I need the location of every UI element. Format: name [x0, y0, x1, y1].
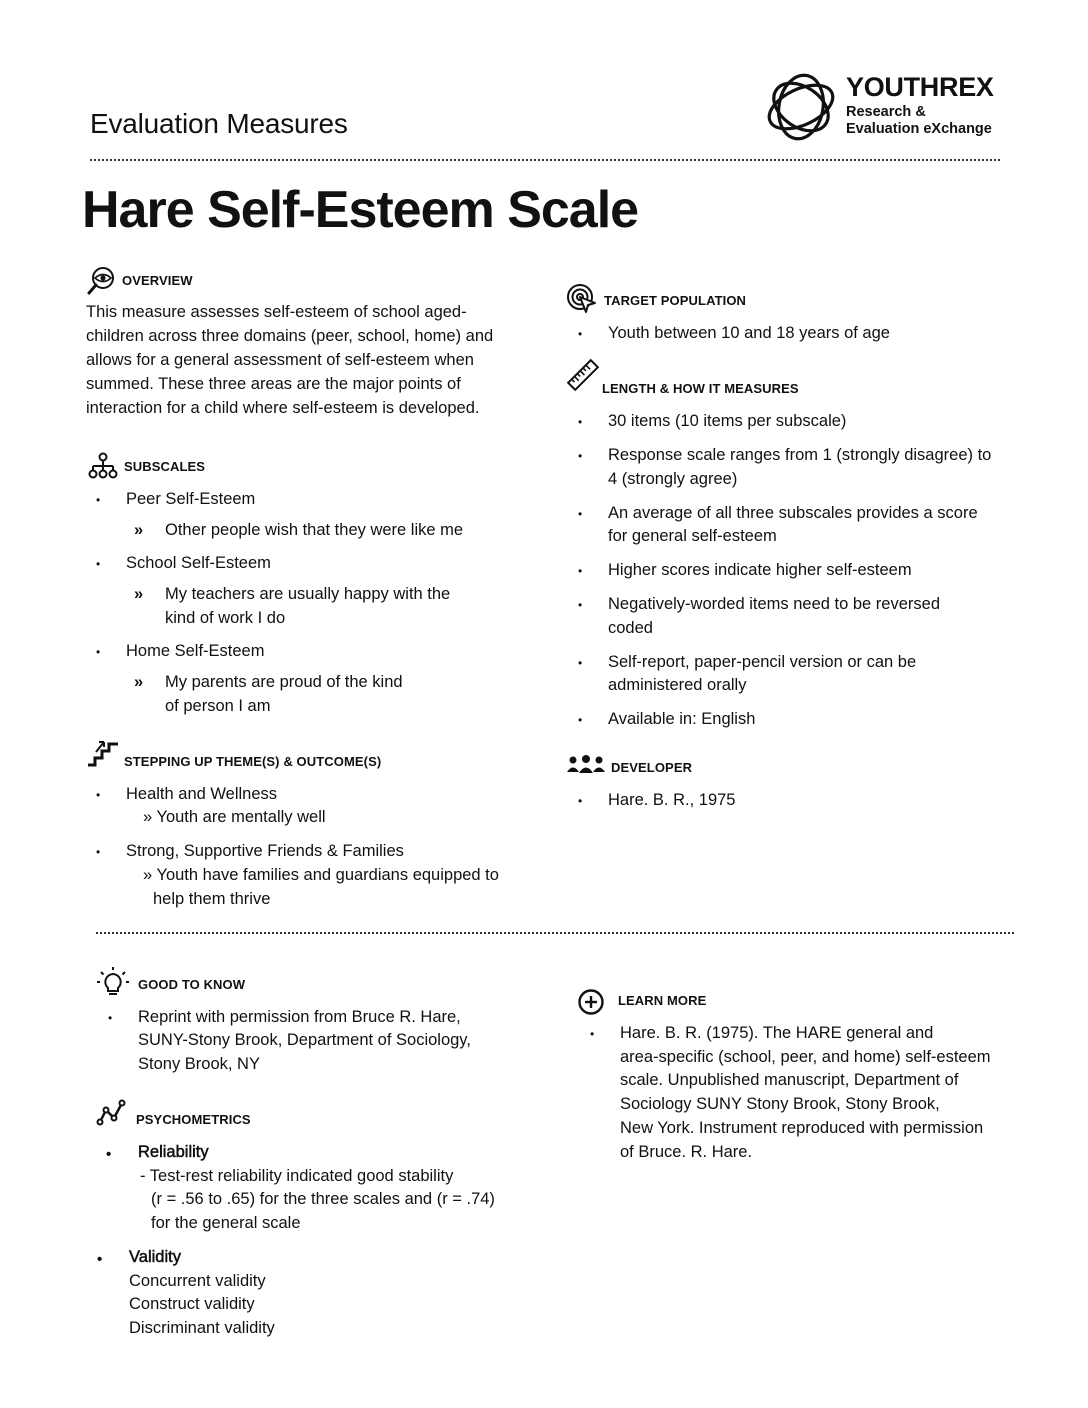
length-heading: LENGTH & HOW IT MEASURES	[602, 381, 799, 396]
subscales-heading: SUBSCALES	[124, 459, 206, 474]
plus-circle-icon	[577, 988, 605, 1016]
length-item: Available in: English	[608, 710, 756, 728]
youthrex-logo-icon	[762, 70, 840, 144]
good-to-know-line: Reprint with permission from Bruce R. Hare,	[138, 1008, 461, 1026]
stairs-icon	[86, 738, 120, 768]
magnifier-eye-icon	[86, 266, 116, 296]
theme-item: Strong, Supportive Friends & Families	[126, 842, 404, 860]
section-divider	[96, 932, 1014, 934]
bullet: •	[590, 1027, 595, 1041]
outcome-item: » Youth have families and guardians equipped to	[143, 866, 499, 884]
learn-more-line: Sociology SUNY Stony Brook, Stony Brook,	[620, 1095, 940, 1113]
logo-line1: Research &	[846, 104, 926, 120]
bullet: •	[97, 1251, 103, 1268]
learn-more-heading: LEARN MORE	[618, 993, 707, 1008]
overview-line: interaction for a child where self-esteem is developed.	[86, 399, 480, 417]
subscale-example: of person I am	[165, 697, 271, 715]
bullet: •	[578, 449, 583, 463]
logo-wordmark	[846, 74, 994, 138]
bullet: •	[96, 493, 101, 507]
overview-line: summed. These three areas are the major points of	[86, 375, 461, 393]
subscale-item: Home Self-Esteem	[126, 642, 265, 660]
subscale-example: Other people wish that they were like me	[165, 521, 464, 539]
hierarchy-icon	[88, 452, 118, 480]
bullet: •	[578, 598, 583, 612]
bullet: •	[578, 564, 583, 578]
line-graph-icon	[96, 1098, 126, 1128]
length-item: for general self-esteem	[608, 527, 777, 545]
learn-more-line: scale. Unpublished manuscript, Department of	[620, 1071, 959, 1089]
learn-more-line: of Bruce. R. Hare.	[620, 1143, 753, 1161]
section-title: Evaluation Measures	[90, 108, 348, 139]
subscale-example: My parents are proud of the kind	[165, 673, 403, 691]
logo-line2: Evaluation eXchange	[846, 121, 992, 137]
psychometrics-heading: PSYCHOMETRICS	[136, 1112, 251, 1127]
target-cursor-icon	[566, 283, 598, 315]
reliability-label: Reliability	[138, 1143, 209, 1161]
overview-line: allows for a general assessment of self-esteem when	[86, 351, 474, 369]
validity-line: Construct validity	[129, 1295, 255, 1313]
validity-line: Concurrent validity	[129, 1272, 266, 1290]
subscale-item: Peer Self-Esteem	[126, 490, 256, 508]
bullet: •	[106, 1146, 112, 1163]
bullet: •	[96, 645, 101, 659]
bullet: •	[578, 415, 583, 429]
people-group-icon	[566, 754, 606, 776]
overview-heading: OVERVIEW	[122, 273, 193, 288]
page-title: Hare Self-Esteem Scale	[82, 181, 639, 239]
bullet: •	[96, 557, 101, 571]
length-item: Negatively-worded items need to be reversed	[608, 595, 941, 613]
length-item: coded	[608, 619, 653, 637]
overview-line: This measure assesses self-esteem of school aged-	[86, 303, 467, 321]
subscale-marker: »	[134, 585, 144, 603]
ruler-icon	[566, 358, 600, 392]
target-population-heading: TARGET POPULATION	[604, 293, 747, 308]
reliability-line: for the general scale	[151, 1214, 301, 1232]
outcome-item: » Youth are mentally well	[143, 808, 326, 826]
learn-more-line: area-specific (school, peer, and home) self-esteem	[620, 1048, 991, 1066]
learn-more-line: Hare. B. R. (1975). The HARE general and	[620, 1024, 934, 1042]
subscale-example: My teachers are usually happy with the	[165, 585, 451, 603]
developer-heading: DEVELOPER	[611, 760, 693, 775]
reliability-line: (r = .56 to .65) for the three scales and (r = .74)	[151, 1190, 495, 1208]
header-divider	[90, 159, 1000, 161]
bullet: •	[108, 1011, 113, 1025]
good-to-know-line: SUNY-Stony Brook, Department of Sociology,	[138, 1031, 471, 1049]
subscale-marker: »	[134, 521, 144, 539]
theme-item: Health and Wellness	[126, 785, 278, 803]
bullet: •	[578, 507, 583, 521]
subscale-item: School Self-Esteem	[126, 554, 271, 572]
length-item: 30 items (10 items per subscale)	[608, 412, 847, 430]
validity-label: Validity	[129, 1248, 181, 1266]
stepping-up-heading: STEPPING UP THEME(S) & OUTCOME(S)	[124, 754, 382, 769]
bullet: •	[96, 788, 101, 802]
good-to-know-line: Stony Brook, NY	[138, 1055, 260, 1073]
length-item: Self-report, paper-pencil version or can be	[608, 653, 917, 671]
overview-text	[86, 300, 526, 420]
bullet: •	[578, 656, 583, 670]
length-item: Higher scores indicate higher self-esteem	[608, 561, 912, 579]
validity-line: Discriminant validity	[129, 1319, 275, 1337]
length-item: 4 (strongly agree)	[608, 470, 738, 488]
outcome-item: help them thrive	[153, 890, 271, 908]
bullet: •	[96, 845, 101, 859]
bullet: •	[578, 794, 583, 808]
learn-more-line: New York. Instrument reproduced with permission	[620, 1119, 984, 1137]
bullet: •	[578, 327, 583, 341]
overview-line: children across three domains (peer, school, home) and	[86, 327, 494, 345]
length-item: An average of all three subscales provides a score	[608, 504, 978, 522]
subscale-marker: »	[134, 673, 144, 691]
target-item: Youth between 10 and 18 years of age	[608, 324, 890, 342]
reliability-line: - Test-rest reliability indicated good stability	[140, 1167, 454, 1185]
subscale-example: kind of work I do	[165, 609, 286, 627]
bullet: •	[578, 713, 583, 727]
length-item: administered orally	[608, 676, 747, 694]
length-item: Response scale ranges from 1 (strongly disagree) to	[608, 446, 992, 464]
logo-name: YOUTHREX	[846, 72, 994, 102]
lightbulb-icon	[96, 966, 130, 1000]
developer-item: Hare. B. R., 1975	[608, 791, 736, 809]
good-to-know-heading: GOOD TO KNOW	[138, 977, 246, 992]
